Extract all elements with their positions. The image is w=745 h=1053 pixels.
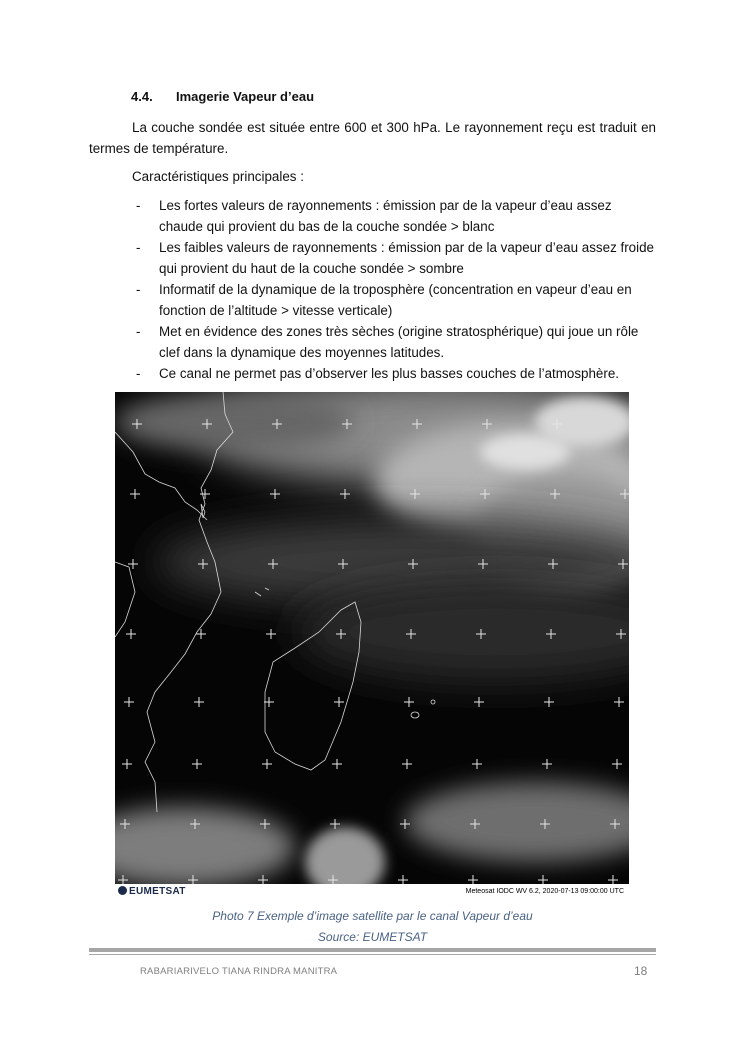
footer-rule-thick — [89, 948, 656, 952]
satellite-image-footer — [115, 884, 629, 900]
list-item — [131, 237, 658, 279]
intro-paragraph: La couche sondée est située entre 600 et 300 hPa. Le rayonnement reçu est traduit en termes de température. — [89, 120, 656, 156]
bullet-dash: - — [136, 282, 141, 297]
figure-source: Source: EUMETSAT — [317, 930, 428, 944]
footer-rule-thin — [89, 954, 656, 955]
bullet-dash: - — [136, 324, 141, 339]
list-item — [131, 363, 658, 384]
list-item-text: Informatif de la dynamique de la troposphère (concentration en vapeur d’eau en fonction de l’altitude > vitesse verticale) — [159, 282, 632, 318]
page-number: 18 — [634, 964, 648, 978]
list-item — [131, 195, 658, 237]
section-number: 4.4. — [131, 89, 153, 104]
globe-icon — [118, 886, 127, 895]
satellite-image — [115, 392, 629, 900]
section-title: Imagerie Vapeur d’eau — [176, 89, 315, 104]
characteristics-list — [131, 195, 658, 384]
list-item-text: Ce canal ne permet pas d’observer les plus basses couches de l’atmosphère. — [159, 366, 619, 381]
section-heading — [131, 89, 314, 104]
bullet-dash: - — [136, 366, 141, 381]
bullet-dash: - — [136, 198, 141, 213]
list-item-text: Met en évidence des zones très sèches (origine stratosphérique) qui joue un rôle clef dans la dynamique des moyennes latitudes. — [159, 324, 639, 360]
characteristics-lead: Caractéristiques principales : — [132, 169, 304, 184]
bullet-dash: - — [136, 240, 141, 255]
figure-caption: Photo 7 Exemple d’image satellite par le canal Vapeur d’eau — [212, 909, 533, 923]
list-item — [131, 279, 658, 321]
footer-author: RABARIARIVELO TIANA RINDRA MANITRA — [140, 966, 338, 977]
logo-text: EUMETSAT — [129, 886, 186, 897]
list-item — [131, 321, 658, 363]
image-timestamp: Meteosat IODC WV 6.2, 2020-07-13 09:00:00 UTC — [465, 888, 624, 895]
eumetsat-logo — [118, 886, 186, 897]
satellite-view — [115, 392, 629, 884]
list-item-text: Les faibles valeurs de rayonnements : émission par de la vapeur d’eau assez froide qui provient du haut de la couche sondée > sombre — [159, 240, 654, 276]
list-item-text: Les fortes valeurs de rayonnements : émission par de la vapeur d’eau assez chaude qui provient du bas de la couche sondée > blanc — [159, 198, 612, 234]
